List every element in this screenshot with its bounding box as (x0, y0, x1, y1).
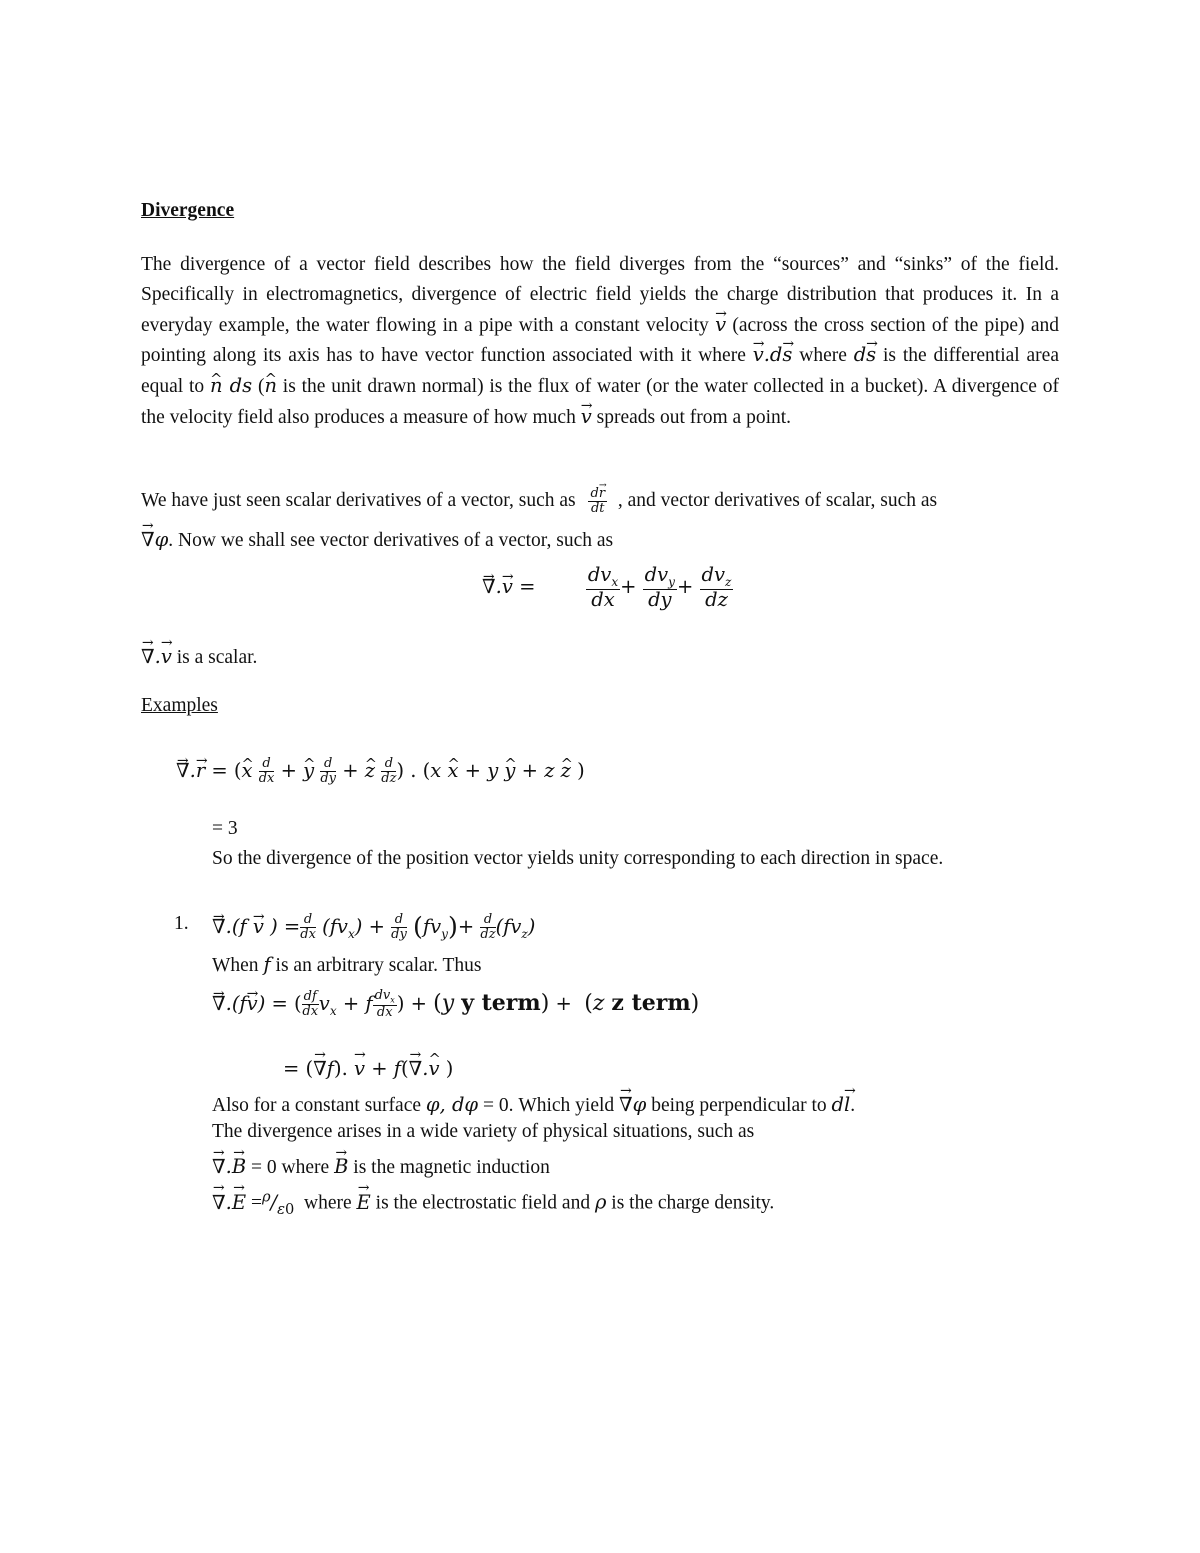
product-rule-result: = (→ ∇f). → v + f(→ ∇.^ v ) (283, 1057, 453, 1080)
derivatives-sentence-cont: → ∇φ. Now we shall see vector derivatives of a vector, such as (141, 528, 613, 552)
magnetic-induction-eq: → ∇.→ B = 0 where → B is the magnetic induction (212, 1155, 550, 1179)
example-position-vector: → ∇.→ r = (^ x $\frac{d}{dx}$ + ^ y $\frac{d}{dy}$ + ^ z $\frac{d}{dz}$ ) . (x ^ x + y ^ y + z ^ z ) (176, 746, 585, 796)
example-note: So the divergence of the position vector yields unity corresponding to each direction in space. (212, 848, 944, 869)
item-when: When f is an arbitrary scalar. Thus (212, 953, 482, 976)
situations-note: The divergence arises in a wide variety of physical situations, such as (212, 1121, 755, 1142)
intro-paragraph: The divergence of a vector field describes how the field diverges from the “sources” and “sinks” of the field. Specifically in electromagnetics, divergence of electric field yields the charge distribution that produces it. In a everyday example, the water flowing in a pipe with a constant velocity → v (across the cross section of the pipe) and pointing along its axis has to have vector function associated with it where → v.d→ s where d→ s is the differential area equal to ^ n ds (^ n is the unit drawn normal) is the flux of water (or the water collected in a bucket). A divergence of the velocity field also produces a measure of how much → v spreads out from a point. (141, 250, 1059, 433)
divergence-formula: → ∇.→ v = $\frac{dv_x}{dx}$ + $\frac{dv_y}{dy}$ + $\frac{dv_z}{dz}$ (482, 558, 733, 616)
constant-surface-note: Also for a constant surface φ, dφ = 0. Which yield → ∇φ being perpendicular to d→ l. (212, 1093, 855, 1117)
item-number: 1. (174, 913, 189, 934)
page-title: Divergence (141, 200, 235, 221)
example-result: = 3 (212, 818, 238, 839)
electrostatic-field-eq: → ∇.→ $E =^\rho/_{\varepsilon 0}$ where → E is the electrostatic field and ρ is the charge density. (212, 1188, 774, 1217)
examples-heading: Examples (141, 695, 218, 716)
product-rule-formula: → ∇.(f → v ) = $\frac{d}{dx}$ $(fv_x)$ + $\frac{d}{dy}$ $(fv_y)+$ $\frac{d}{dz}$ $(fv_z)$ (212, 900, 535, 960)
derivatives-sentence: We have just seen scalar derivatives of a vector, such as $\frac{d\to r}{dt}$ , and vector derivatives of scalar, such as (141, 474, 937, 528)
product-rule-expansion: → ∇.(f→ v) = ( $\frac{df}{dx}$ $v_x + f$ $\frac{dv_x}{dx}$ ) + (y y term) + (z z term) (212, 978, 699, 1036)
scalar-note: → ∇.→ v is a scalar. (141, 645, 257, 669)
